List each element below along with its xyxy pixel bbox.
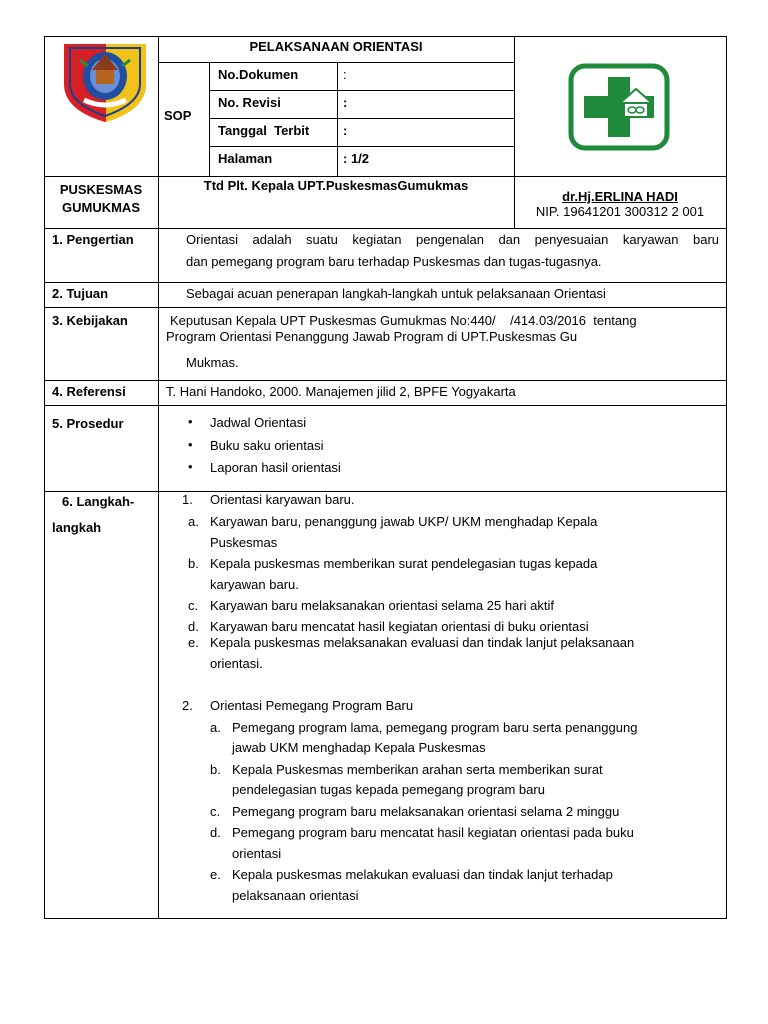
group2-item-marker: a. (210, 720, 221, 735)
group1-title: Orientasi karyawan baru. (210, 492, 355, 507)
group1-item-line: Karyawan baru melaksanakan orientasi selama 25 hari aktif (210, 598, 554, 613)
prosedur-item: Jadwal Orientasi (210, 415, 307, 430)
group2-item-marker: d. (210, 825, 221, 840)
puskesmas-cross-icon (568, 63, 670, 151)
group2-item-line: pendelegasian tugas kepada pemegang program baru (232, 782, 545, 797)
signatory-name: dr.Hj.ERLINA HADI (562, 189, 678, 204)
group2-item-marker: b. (210, 762, 221, 777)
document-title: PELAKSANAAN ORIENTASI (249, 39, 423, 54)
referensi-text: T. Hani Handoko, 2000. Manajemen jilid 2, BPFE Yogyakarta (166, 384, 516, 399)
section-label-tujuan: 2. Tujuan (52, 286, 109, 301)
group2-item-marker: c. (210, 804, 221, 819)
section-label-langkah-cont: langkah (52, 520, 102, 535)
sop-label: SOP (164, 108, 192, 123)
group1-item-marker: c. (188, 598, 199, 613)
kebijakan-text-line1: Keputusan Kepala UPT Puskesmas Gumukmas No:440/ /414.03/2016 tentang (170, 313, 637, 328)
doc-field-value-tanggal: : (343, 123, 348, 138)
section-label-referensi: 4. Referensi (52, 384, 126, 399)
doc-field-label-halaman: Halaman (218, 151, 273, 166)
section-label-kebijakan: 3. Kebijakan (52, 313, 128, 328)
doc-field-value-halaman: : 1/2 (343, 151, 370, 166)
group1-number: 1. (182, 492, 193, 507)
org-name (44, 181, 158, 217)
doc-field-label-norevisi: No. Revisi (218, 95, 281, 110)
section-label-prosedur: 5. Prosedur (52, 416, 124, 431)
group2-title: Orientasi Pemegang Program Baru (210, 698, 414, 713)
bullet-icon: • (188, 459, 193, 474)
group2-item-line: Kepala puskesmas melakukan evaluasi dan tindak lanjut terhadap (232, 867, 613, 882)
group2-item-line: orientasi (232, 846, 282, 861)
kebijakan-text-line3: Mukmas. (186, 355, 239, 370)
doc-field-label-nodokumen: No.Dokumen (218, 67, 299, 82)
signatory-nip: NIP. 19641201 300312 2 001 (535, 204, 705, 219)
bullet-icon: • (188, 437, 193, 452)
section-label-langkah: 6. Langkah- (62, 494, 135, 509)
section-label-pengertian: 1. Pengertian (52, 232, 134, 247)
group2-item-line: Kepala Puskesmas memberikan arahan serta memberikan surat (232, 762, 603, 777)
group1-item-line: orientasi. (210, 656, 263, 671)
group1-item-line: Karyawan baru mencatat hasil kegiatan orientasi di buku orientasi (210, 619, 589, 634)
group2-item-marker: e. (210, 867, 221, 882)
group1-item-line: Kepala puskesmas memberikan surat pendelegasian tugas kepada (210, 556, 598, 571)
group2-item-line: pelaksanaan orientasi (232, 888, 359, 903)
prosedur-item: Laporan hasil orientasi (210, 460, 341, 475)
group1-item-line: karyawan baru. (210, 577, 299, 592)
doc-field-label-tanggal: Tanggal Terbit (218, 123, 310, 138)
group2-item-line: Pemegang program baru mencatat hasil kegiatan orientasi pada buku (232, 825, 634, 840)
group1-item-marker: e. (188, 635, 199, 650)
org-name-line1: PUSKESMAS (59, 182, 143, 197)
bullet-icon: • (188, 414, 193, 429)
group1-item-marker: d. (188, 619, 199, 634)
org-name-line2: GUMUKMAS (62, 200, 140, 215)
tujuan-text: Sebagai acuan penerapan langkah-langkah untuk pelaksanaan Orientasi (186, 286, 606, 301)
group1-item-line: Puskesmas (210, 535, 278, 550)
group1-item-marker: b. (188, 556, 199, 571)
group2-item-line: jawab UKM menghadap Kepala Puskesmas (232, 740, 486, 755)
prosedur-item: Buku saku orientasi (210, 438, 324, 453)
pengertian-text-line2: dan pemegang program baru terhadap Puskesmas dan tugas-tugasnya. (186, 254, 602, 269)
group2-item-line: Pemegang program baru melaksanakan orientasi selama 2 minggu (232, 804, 620, 819)
doc-field-value-nodokumen: : (343, 67, 347, 82)
group2-item-line: Pemegang program lama, pemegang program baru serta penanggung (232, 720, 638, 735)
group1-item-line: Karyawan baru, penanggung jawab UKP/ UKM menghadap Kepala (210, 514, 598, 529)
group1-item-marker: a. (188, 514, 199, 529)
signature-caption: Ttd Plt. Kepala UPT.PuskesmasGumukmas (203, 178, 469, 193)
regency-emblem-icon (60, 40, 150, 124)
doc-field-value-norevisi: : (343, 95, 348, 110)
group2-number: 2. (182, 698, 193, 713)
kebijakan-text-line2: Program Orientasi Penanggung Jawab Program di UPT.Puskesmas Gu (166, 329, 578, 344)
pengertian-text-line1: Orientasi adalah suatu kegiatan pengenalan dan penyesuaian karyawan baru (186, 232, 719, 247)
group1-item-line: Kepala puskesmas melaksanakan evaluasi dan tindak lanjut pelaksanaan (210, 635, 635, 650)
